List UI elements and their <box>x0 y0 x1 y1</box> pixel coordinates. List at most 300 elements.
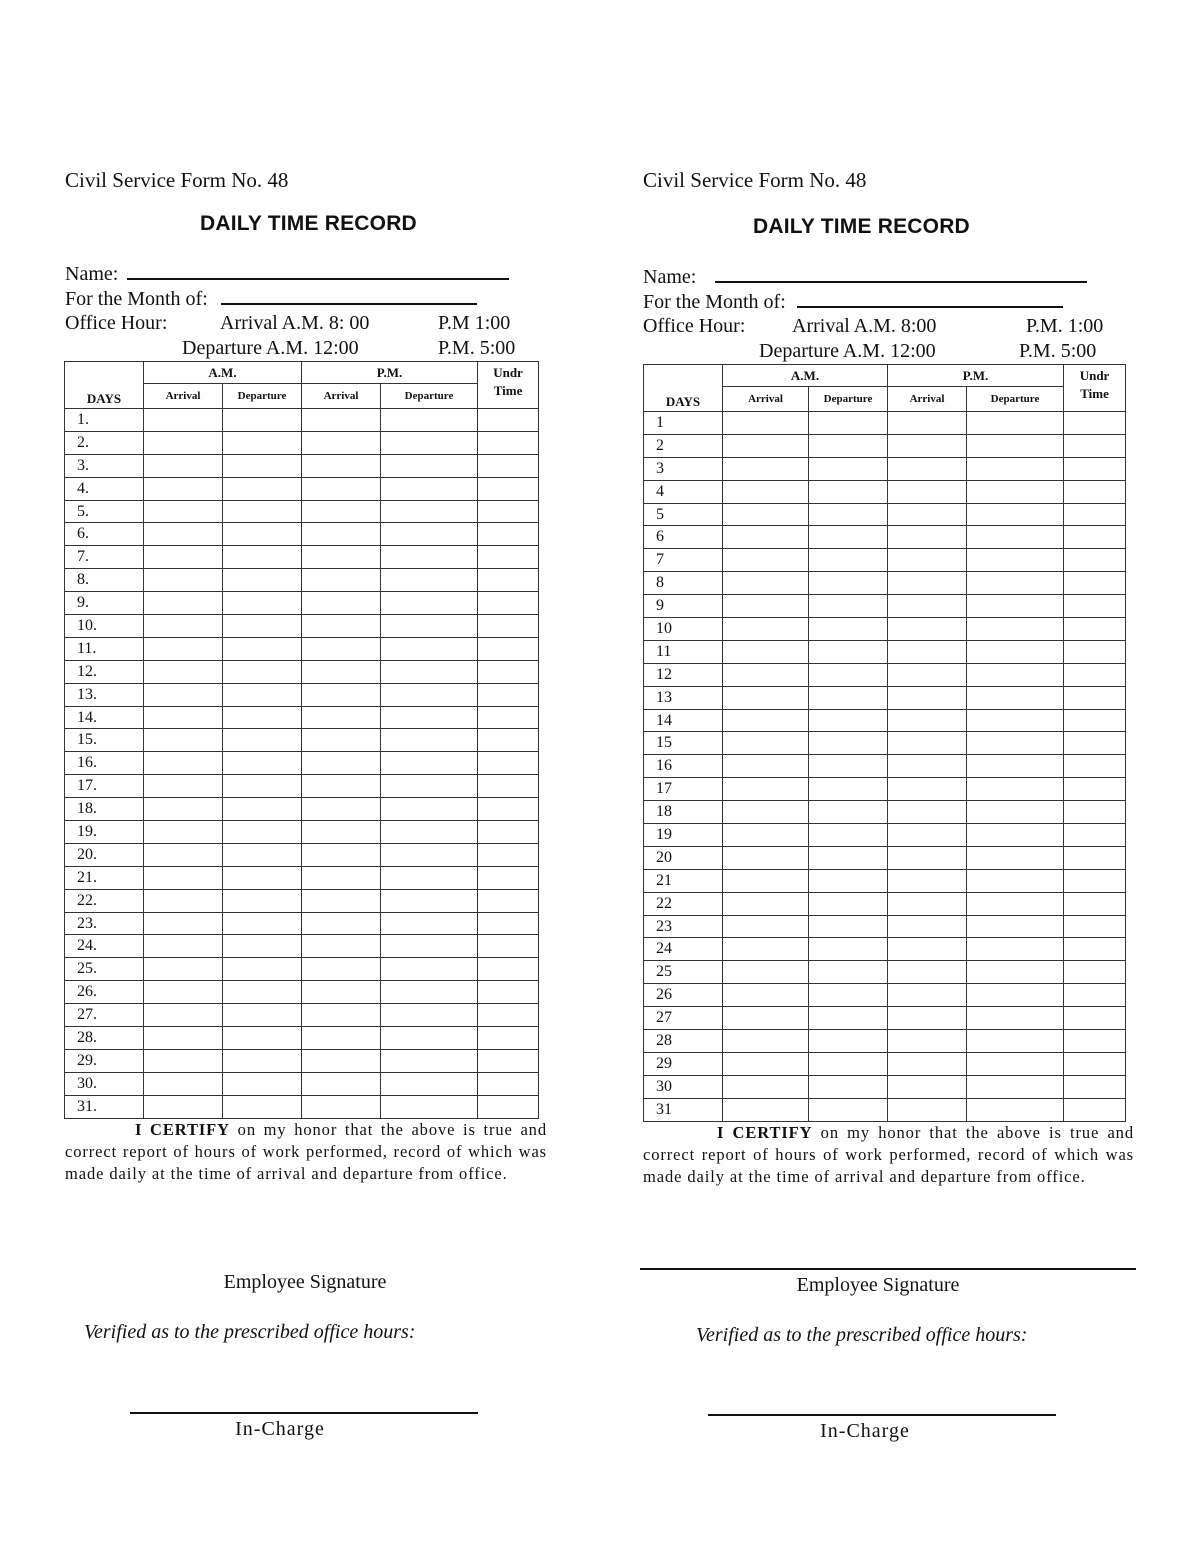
pm-departure-cell[interactable] <box>967 1098 1064 1121</box>
am-arrival-cell[interactable] <box>144 1072 223 1095</box>
undertime-cell[interactable] <box>1064 892 1126 915</box>
pm-departure-cell[interactable] <box>381 729 478 752</box>
pm-arrival-cell[interactable] <box>302 752 381 775</box>
am-departure-cell[interactable] <box>809 1052 888 1075</box>
pm-arrival-cell[interactable] <box>888 778 967 801</box>
pm-arrival-cell[interactable] <box>302 683 381 706</box>
undertime-cell[interactable] <box>1064 801 1126 824</box>
am-departure-cell[interactable] <box>809 801 888 824</box>
pm-arrival-cell[interactable] <box>302 889 381 912</box>
pm-departure-cell[interactable] <box>381 477 478 500</box>
pm-arrival-cell[interactable] <box>888 434 967 457</box>
in-charge-signature-line[interactable] <box>708 1414 1056 1416</box>
am-departure-cell[interactable] <box>223 592 302 615</box>
pm-departure-cell[interactable] <box>967 846 1064 869</box>
pm-arrival-cell[interactable] <box>302 546 381 569</box>
am-arrival-cell[interactable] <box>723 549 809 572</box>
undertime-cell[interactable] <box>478 454 539 477</box>
undertime-cell[interactable] <box>1064 412 1126 435</box>
am-departure-cell[interactable] <box>223 981 302 1004</box>
pm-arrival-cell[interactable] <box>302 821 381 844</box>
pm-arrival-cell[interactable] <box>888 869 967 892</box>
am-arrival-cell[interactable] <box>723 961 809 984</box>
am-arrival-cell[interactable] <box>723 640 809 663</box>
undertime-cell[interactable] <box>1064 503 1126 526</box>
am-arrival-cell[interactable] <box>144 1027 223 1050</box>
am-departure-cell[interactable] <box>223 1095 302 1118</box>
am-departure-cell[interactable] <box>809 824 888 847</box>
pm-arrival-cell[interactable] <box>302 409 381 432</box>
am-departure-cell[interactable] <box>223 958 302 981</box>
month-field[interactable] <box>797 290 1063 308</box>
am-arrival-cell[interactable] <box>723 572 809 595</box>
am-arrival-cell[interactable] <box>723 412 809 435</box>
pm-departure-cell[interactable] <box>381 1049 478 1072</box>
name-field[interactable] <box>127 262 509 280</box>
pm-arrival-cell[interactable] <box>888 1098 967 1121</box>
pm-arrival-cell[interactable] <box>888 686 967 709</box>
pm-arrival-cell[interactable] <box>888 526 967 549</box>
pm-departure-cell[interactable] <box>967 549 1064 572</box>
undertime-cell[interactable] <box>1064 1098 1126 1121</box>
undertime-cell[interactable] <box>478 1095 539 1118</box>
undertime-cell[interactable] <box>478 615 539 638</box>
am-departure-cell[interactable] <box>809 595 888 618</box>
am-departure-cell[interactable] <box>223 935 302 958</box>
undertime-cell[interactable] <box>1064 869 1126 892</box>
pm-departure-cell[interactable] <box>381 637 478 660</box>
pm-departure-cell[interactable] <box>381 912 478 935</box>
pm-departure-cell[interactable] <box>381 981 478 1004</box>
am-departure-cell[interactable] <box>223 546 302 569</box>
undertime-cell[interactable] <box>478 912 539 935</box>
pm-departure-cell[interactable] <box>967 801 1064 824</box>
pm-arrival-cell[interactable] <box>302 843 381 866</box>
am-arrival-cell[interactable] <box>144 431 223 454</box>
am-departure-cell[interactable] <box>809 1075 888 1098</box>
pm-departure-cell[interactable] <box>967 1007 1064 1030</box>
am-departure-cell[interactable] <box>809 709 888 732</box>
am-departure-cell[interactable] <box>223 798 302 821</box>
am-departure-cell[interactable] <box>223 523 302 546</box>
pm-arrival-cell[interactable] <box>888 595 967 618</box>
am-arrival-cell[interactable] <box>723 732 809 755</box>
pm-arrival-cell[interactable] <box>888 1052 967 1075</box>
pm-arrival-cell[interactable] <box>888 480 967 503</box>
am-departure-cell[interactable] <box>809 572 888 595</box>
undertime-cell[interactable] <box>478 1072 539 1095</box>
undertime-cell[interactable] <box>478 546 539 569</box>
undertime-cell[interactable] <box>478 821 539 844</box>
undertime-cell[interactable] <box>1064 572 1126 595</box>
am-arrival-cell[interactable] <box>723 778 809 801</box>
undertime-cell[interactable] <box>478 729 539 752</box>
pm-departure-cell[interactable] <box>967 572 1064 595</box>
undertime-cell[interactable] <box>1064 915 1126 938</box>
undertime-cell[interactable] <box>478 500 539 523</box>
am-arrival-cell[interactable] <box>723 434 809 457</box>
pm-arrival-cell[interactable] <box>888 457 967 480</box>
am-arrival-cell[interactable] <box>144 752 223 775</box>
am-arrival-cell[interactable] <box>144 706 223 729</box>
am-arrival-cell[interactable] <box>723 824 809 847</box>
am-departure-cell[interactable] <box>223 409 302 432</box>
am-arrival-cell[interactable] <box>144 958 223 981</box>
pm-departure-cell[interactable] <box>381 431 478 454</box>
undertime-cell[interactable] <box>1064 549 1126 572</box>
undertime-cell[interactable] <box>478 843 539 866</box>
am-arrival-cell[interactable] <box>723 618 809 641</box>
am-arrival-cell[interactable] <box>144 912 223 935</box>
am-departure-cell[interactable] <box>809 618 888 641</box>
undertime-cell[interactable] <box>478 660 539 683</box>
pm-departure-cell[interactable] <box>381 775 478 798</box>
am-departure-cell[interactable] <box>223 1004 302 1027</box>
undertime-cell[interactable] <box>478 409 539 432</box>
am-departure-cell[interactable] <box>223 660 302 683</box>
pm-arrival-cell[interactable] <box>302 500 381 523</box>
undertime-cell[interactable] <box>1064 1007 1126 1030</box>
undertime-cell[interactable] <box>1064 595 1126 618</box>
pm-departure-cell[interactable] <box>967 732 1064 755</box>
pm-arrival-cell[interactable] <box>302 523 381 546</box>
am-arrival-cell[interactable] <box>723 663 809 686</box>
am-departure-cell[interactable] <box>223 1072 302 1095</box>
pm-departure-cell[interactable] <box>967 755 1064 778</box>
pm-arrival-cell[interactable] <box>302 1072 381 1095</box>
pm-arrival-cell[interactable] <box>888 572 967 595</box>
pm-arrival-cell[interactable] <box>302 706 381 729</box>
pm-arrival-cell[interactable] <box>302 866 381 889</box>
pm-departure-cell[interactable] <box>381 523 478 546</box>
undertime-cell[interactable] <box>478 523 539 546</box>
pm-arrival-cell[interactable] <box>888 503 967 526</box>
pm-arrival-cell[interactable] <box>888 892 967 915</box>
am-departure-cell[interactable] <box>223 729 302 752</box>
pm-arrival-cell[interactable] <box>888 618 967 641</box>
am-arrival-cell[interactable] <box>723 709 809 732</box>
pm-arrival-cell[interactable] <box>888 1075 967 1098</box>
pm-departure-cell[interactable] <box>967 915 1064 938</box>
undertime-cell[interactable] <box>478 866 539 889</box>
pm-arrival-cell[interactable] <box>302 637 381 660</box>
pm-arrival-cell[interactable] <box>888 709 967 732</box>
am-departure-cell[interactable] <box>223 889 302 912</box>
am-arrival-cell[interactable] <box>723 503 809 526</box>
am-departure-cell[interactable] <box>809 526 888 549</box>
am-departure-cell[interactable] <box>809 412 888 435</box>
employee-signature-line[interactable] <box>640 1268 1136 1270</box>
pm-departure-cell[interactable] <box>967 709 1064 732</box>
am-arrival-cell[interactable] <box>723 755 809 778</box>
am-departure-cell[interactable] <box>809 434 888 457</box>
pm-departure-cell[interactable] <box>967 503 1064 526</box>
am-arrival-cell[interactable] <box>723 938 809 961</box>
am-arrival-cell[interactable] <box>144 660 223 683</box>
pm-arrival-cell[interactable] <box>888 915 967 938</box>
pm-departure-cell[interactable] <box>381 454 478 477</box>
pm-arrival-cell[interactable] <box>888 1030 967 1053</box>
undertime-cell[interactable] <box>1064 640 1126 663</box>
am-arrival-cell[interactable] <box>723 1052 809 1075</box>
am-arrival-cell[interactable] <box>144 409 223 432</box>
pm-departure-cell[interactable] <box>967 1030 1064 1053</box>
pm-departure-cell[interactable] <box>967 869 1064 892</box>
pm-departure-cell[interactable] <box>967 663 1064 686</box>
undertime-cell[interactable] <box>1064 732 1126 755</box>
undertime-cell[interactable] <box>1064 1052 1126 1075</box>
am-departure-cell[interactable] <box>223 843 302 866</box>
am-departure-cell[interactable] <box>809 915 888 938</box>
pm-arrival-cell[interactable] <box>888 640 967 663</box>
pm-departure-cell[interactable] <box>381 821 478 844</box>
pm-departure-cell[interactable] <box>381 615 478 638</box>
pm-arrival-cell[interactable] <box>888 732 967 755</box>
am-arrival-cell[interactable] <box>144 981 223 1004</box>
undertime-cell[interactable] <box>478 592 539 615</box>
am-arrival-cell[interactable] <box>723 595 809 618</box>
pm-departure-cell[interactable] <box>381 935 478 958</box>
in-charge-signature-line[interactable] <box>130 1412 478 1414</box>
am-departure-cell[interactable] <box>223 775 302 798</box>
pm-arrival-cell[interactable] <box>302 775 381 798</box>
pm-arrival-cell[interactable] <box>302 935 381 958</box>
undertime-cell[interactable] <box>1064 961 1126 984</box>
pm-arrival-cell[interactable] <box>302 660 381 683</box>
undertime-cell[interactable] <box>478 477 539 500</box>
pm-arrival-cell[interactable] <box>888 846 967 869</box>
undertime-cell[interactable] <box>478 889 539 912</box>
pm-departure-cell[interactable] <box>967 938 1064 961</box>
pm-departure-cell[interactable] <box>381 660 478 683</box>
pm-arrival-cell[interactable] <box>302 431 381 454</box>
pm-arrival-cell[interactable] <box>302 912 381 935</box>
pm-departure-cell[interactable] <box>967 892 1064 915</box>
am-arrival-cell[interactable] <box>144 1049 223 1072</box>
am-arrival-cell[interactable] <box>144 729 223 752</box>
pm-departure-cell[interactable] <box>967 412 1064 435</box>
pm-arrival-cell[interactable] <box>888 549 967 572</box>
pm-departure-cell[interactable] <box>381 798 478 821</box>
undertime-cell[interactable] <box>478 935 539 958</box>
undertime-cell[interactable] <box>478 1049 539 1072</box>
am-arrival-cell[interactable] <box>144 546 223 569</box>
am-arrival-cell[interactable] <box>144 1004 223 1027</box>
pm-departure-cell[interactable] <box>381 889 478 912</box>
undertime-cell[interactable] <box>478 637 539 660</box>
am-departure-cell[interactable] <box>223 615 302 638</box>
pm-arrival-cell[interactable] <box>302 798 381 821</box>
undertime-cell[interactable] <box>478 683 539 706</box>
undertime-cell[interactable] <box>1064 984 1126 1007</box>
pm-departure-cell[interactable] <box>967 618 1064 641</box>
pm-departure-cell[interactable] <box>381 569 478 592</box>
pm-arrival-cell[interactable] <box>888 663 967 686</box>
undertime-cell[interactable] <box>1064 663 1126 686</box>
am-arrival-cell[interactable] <box>723 1007 809 1030</box>
am-departure-cell[interactable] <box>809 869 888 892</box>
undertime-cell[interactable] <box>1064 709 1126 732</box>
am-departure-cell[interactable] <box>809 1007 888 1030</box>
am-departure-cell[interactable] <box>223 454 302 477</box>
am-arrival-cell[interactable] <box>144 523 223 546</box>
undertime-cell[interactable] <box>1064 434 1126 457</box>
pm-arrival-cell[interactable] <box>302 729 381 752</box>
pm-arrival-cell[interactable] <box>888 824 967 847</box>
am-arrival-cell[interactable] <box>144 569 223 592</box>
undertime-cell[interactable] <box>1064 938 1126 961</box>
pm-arrival-cell[interactable] <box>302 1049 381 1072</box>
undertime-cell[interactable] <box>478 775 539 798</box>
undertime-cell[interactable] <box>1064 846 1126 869</box>
am-arrival-cell[interactable] <box>144 866 223 889</box>
am-arrival-cell[interactable] <box>723 1098 809 1121</box>
pm-arrival-cell[interactable] <box>302 615 381 638</box>
am-departure-cell[interactable] <box>809 480 888 503</box>
am-arrival-cell[interactable] <box>723 480 809 503</box>
month-field[interactable] <box>221 287 477 305</box>
pm-arrival-cell[interactable] <box>302 592 381 615</box>
am-departure-cell[interactable] <box>223 752 302 775</box>
am-departure-cell[interactable] <box>223 1027 302 1050</box>
undertime-cell[interactable] <box>1064 824 1126 847</box>
pm-departure-cell[interactable] <box>967 640 1064 663</box>
pm-departure-cell[interactable] <box>381 752 478 775</box>
am-arrival-cell[interactable] <box>144 1095 223 1118</box>
am-departure-cell[interactable] <box>223 683 302 706</box>
am-arrival-cell[interactable] <box>723 984 809 1007</box>
am-arrival-cell[interactable] <box>144 500 223 523</box>
am-departure-cell[interactable] <box>809 663 888 686</box>
am-arrival-cell[interactable] <box>723 801 809 824</box>
undertime-cell[interactable] <box>1064 457 1126 480</box>
undertime-cell[interactable] <box>478 958 539 981</box>
am-departure-cell[interactable] <box>223 1049 302 1072</box>
pm-arrival-cell[interactable] <box>302 1095 381 1118</box>
am-departure-cell[interactable] <box>809 1098 888 1121</box>
am-departure-cell[interactable] <box>223 477 302 500</box>
pm-departure-cell[interactable] <box>381 1072 478 1095</box>
pm-departure-cell[interactable] <box>967 686 1064 709</box>
undertime-cell[interactable] <box>1064 480 1126 503</box>
am-departure-cell[interactable] <box>809 755 888 778</box>
pm-arrival-cell[interactable] <box>302 1027 381 1050</box>
pm-arrival-cell[interactable] <box>888 938 967 961</box>
pm-departure-cell[interactable] <box>381 958 478 981</box>
am-departure-cell[interactable] <box>809 686 888 709</box>
am-departure-cell[interactable] <box>223 866 302 889</box>
pm-arrival-cell[interactable] <box>302 1004 381 1027</box>
am-arrival-cell[interactable] <box>723 1075 809 1098</box>
am-arrival-cell[interactable] <box>144 821 223 844</box>
am-departure-cell[interactable] <box>809 457 888 480</box>
am-departure-cell[interactable] <box>809 1030 888 1053</box>
undertime-cell[interactable] <box>478 431 539 454</box>
am-departure-cell[interactable] <box>223 912 302 935</box>
am-departure-cell[interactable] <box>223 706 302 729</box>
pm-departure-cell[interactable] <box>967 824 1064 847</box>
am-arrival-cell[interactable] <box>144 683 223 706</box>
pm-arrival-cell[interactable] <box>888 961 967 984</box>
pm-departure-cell[interactable] <box>381 843 478 866</box>
undertime-cell[interactable] <box>478 798 539 821</box>
am-arrival-cell[interactable] <box>144 843 223 866</box>
am-departure-cell[interactable] <box>809 892 888 915</box>
undertime-cell[interactable] <box>478 706 539 729</box>
pm-arrival-cell[interactable] <box>888 1007 967 1030</box>
pm-departure-cell[interactable] <box>381 866 478 889</box>
am-departure-cell[interactable] <box>223 569 302 592</box>
pm-departure-cell[interactable] <box>967 961 1064 984</box>
pm-departure-cell[interactable] <box>967 1052 1064 1075</box>
am-arrival-cell[interactable] <box>144 454 223 477</box>
am-departure-cell[interactable] <box>809 961 888 984</box>
am-departure-cell[interactable] <box>809 640 888 663</box>
pm-departure-cell[interactable] <box>967 526 1064 549</box>
am-arrival-cell[interactable] <box>723 457 809 480</box>
pm-departure-cell[interactable] <box>381 500 478 523</box>
pm-departure-cell[interactable] <box>381 409 478 432</box>
pm-arrival-cell[interactable] <box>302 454 381 477</box>
undertime-cell[interactable] <box>478 1027 539 1050</box>
am-arrival-cell[interactable] <box>723 915 809 938</box>
pm-arrival-cell[interactable] <box>888 755 967 778</box>
pm-arrival-cell[interactable] <box>302 477 381 500</box>
pm-departure-cell[interactable] <box>381 1027 478 1050</box>
pm-arrival-cell[interactable] <box>302 958 381 981</box>
am-arrival-cell[interactable] <box>723 1030 809 1053</box>
am-arrival-cell[interactable] <box>144 592 223 615</box>
pm-arrival-cell[interactable] <box>888 801 967 824</box>
pm-arrival-cell[interactable] <box>302 981 381 1004</box>
pm-arrival-cell[interactable] <box>302 569 381 592</box>
undertime-cell[interactable] <box>1064 618 1126 641</box>
am-departure-cell[interactable] <box>809 938 888 961</box>
undertime-cell[interactable] <box>478 752 539 775</box>
pm-departure-cell[interactable] <box>381 546 478 569</box>
am-arrival-cell[interactable] <box>723 892 809 915</box>
am-arrival-cell[interactable] <box>723 526 809 549</box>
am-departure-cell[interactable] <box>809 732 888 755</box>
am-arrival-cell[interactable] <box>144 775 223 798</box>
undertime-cell[interactable] <box>1064 526 1126 549</box>
pm-departure-cell[interactable] <box>967 595 1064 618</box>
am-departure-cell[interactable] <box>809 984 888 1007</box>
pm-departure-cell[interactable] <box>967 434 1064 457</box>
pm-departure-cell[interactable] <box>381 683 478 706</box>
am-departure-cell[interactable] <box>223 637 302 660</box>
am-arrival-cell[interactable] <box>144 889 223 912</box>
am-departure-cell[interactable] <box>223 500 302 523</box>
pm-departure-cell[interactable] <box>967 778 1064 801</box>
pm-departure-cell[interactable] <box>381 1004 478 1027</box>
am-arrival-cell[interactable] <box>723 846 809 869</box>
am-departure-cell[interactable] <box>223 431 302 454</box>
pm-departure-cell[interactable] <box>967 984 1064 1007</box>
undertime-cell[interactable] <box>478 1004 539 1027</box>
undertime-cell[interactable] <box>1064 686 1126 709</box>
undertime-cell[interactable] <box>1064 755 1126 778</box>
pm-arrival-cell[interactable] <box>888 412 967 435</box>
pm-departure-cell[interactable] <box>381 1095 478 1118</box>
am-departure-cell[interactable] <box>809 778 888 801</box>
am-departure-cell[interactable] <box>809 503 888 526</box>
am-departure-cell[interactable] <box>809 549 888 572</box>
undertime-cell[interactable] <box>478 981 539 1004</box>
undertime-cell[interactable] <box>478 569 539 592</box>
pm-departure-cell[interactable] <box>381 592 478 615</box>
undertime-cell[interactable] <box>1064 778 1126 801</box>
